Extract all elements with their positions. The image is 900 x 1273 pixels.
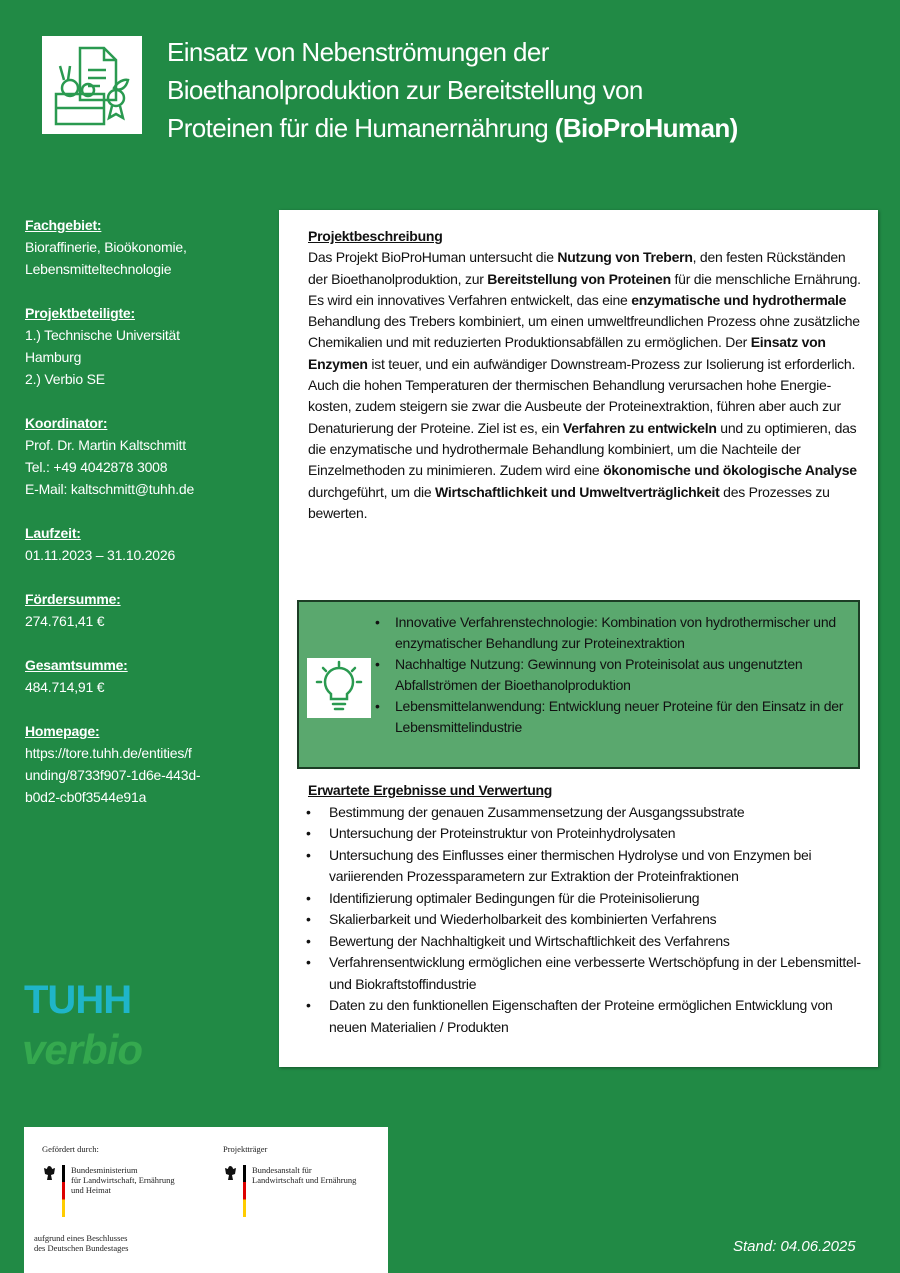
fact-line: https://tore.tuhh.de/entities/f xyxy=(25,745,192,761)
fact-section xyxy=(25,654,265,698)
emphasis: enzymatische und hydrothermale xyxy=(631,291,847,308)
fact-line: 2.) Verbio SE xyxy=(25,371,105,387)
text-segment: des Prozesses zu bewerten. xyxy=(308,483,830,521)
fact-line: 01.11.2023 – 31.10.2026 xyxy=(25,547,176,563)
result-item: • Daten zu den funktionellen Eigenschaften der Proteine ermöglichen Entwicklung von neuen Materialien / Produkten xyxy=(306,995,873,1038)
expected-results xyxy=(308,780,873,1038)
fact-line: Tel.: +49 4042878 3008 xyxy=(25,459,168,475)
emphasis: ökonomische und ökologische Analyse xyxy=(603,462,857,479)
fact-line: 274.761,41 € xyxy=(25,613,105,629)
emphasis: Wirtschaftlichkeit und Umweltverträglichkeit xyxy=(435,483,720,500)
text-segment: durchgeführt, um die xyxy=(308,483,436,500)
emphasis: Einsatz von Enzymen xyxy=(308,334,826,372)
fact-line: Hamburg xyxy=(25,349,82,365)
fact-line: b0d2-cb0f3544e91a xyxy=(25,789,147,805)
bundestag-note xyxy=(34,1233,128,1253)
project-agency-label: Projektträger xyxy=(223,1144,268,1154)
fact-line: 1.) Technische Universität xyxy=(25,327,180,343)
fact-line: unding/8733f907-1d6e-443d- xyxy=(25,767,201,783)
results-heading: Erwartete Ergebnisse und Verwertung xyxy=(308,782,553,798)
highlight-item: • Innovative Verfahrenstechnologie: Kombination von hydrothermischer und enzymatischer Behandlung zur Proteinextraktion xyxy=(375,612,859,654)
result-item: • Bewertung der Nachhaltigkeit und Wirtschaftlichkeit des Verfahrens xyxy=(306,931,873,953)
text-segment: , den festen Rückständen der Bioethanolproduktion, zur xyxy=(308,249,846,287)
text-segment: und zu optimieren, das die enzymatische und hydrothermale Behandlung kombiniert, um die Nachteile der Einzelmethoden zu minimieren. Zudem wird eine xyxy=(308,419,857,479)
org-line: und Heimat xyxy=(71,1185,111,1195)
result-item: • Untersuchung des Einflusses einer thermischen Hydrolyse und von Enzymen bei variierenden Prozessparametern zur Extraktion der Proteinfraktionen xyxy=(306,845,873,888)
fact-section xyxy=(25,588,265,632)
eagle-icon xyxy=(42,1165,56,1181)
title-line: Proteinen für die Humanernährung xyxy=(167,113,555,143)
result-item: • Skalierbarkeit und Wiederholbarkeit des kombinierten Verfahrens xyxy=(306,909,873,931)
project-description xyxy=(308,226,868,524)
fact-section xyxy=(25,214,265,280)
fact-section xyxy=(25,720,265,808)
result-item: • Bestimmung der genauen Zusammensetzung der Ausgangssubstrate xyxy=(306,802,873,824)
project-facts xyxy=(25,214,265,830)
fact-heading: Koordinator: xyxy=(25,415,108,431)
project-icon xyxy=(42,36,142,134)
lightbulb-icon xyxy=(307,658,371,718)
note-line: des Deutschen Bundestages xyxy=(34,1243,129,1253)
fact-line: Prof. Dr. Martin Kaltschmitt xyxy=(25,437,186,453)
bmleh-logo xyxy=(42,1165,175,1217)
org-line: Bundesanstalt für xyxy=(252,1165,312,1175)
fact-heading: Laufzeit: xyxy=(25,525,81,541)
result-item: • Identifizierung optimaler Bedingungen für die Proteinisolierung xyxy=(306,888,873,910)
org-line: Bundesministerium xyxy=(71,1165,138,1175)
page-title xyxy=(167,33,887,147)
fact-section xyxy=(25,302,265,390)
title-acronym: (BioProHuman) xyxy=(554,113,738,143)
eagle-icon xyxy=(223,1165,237,1181)
emphasis: Bereitstellung von Proteinen xyxy=(487,270,671,287)
fact-heading: Projektbeteiligte: xyxy=(25,305,135,321)
description-text xyxy=(308,247,868,524)
title-line: Einsatz von Nebenströmungen der xyxy=(167,37,549,67)
text-segment: ist teuer, und ein aufwändiger Downstream-Prozess zur Isolierung ist erforderlich. Auch die hohen Temperaturen der thermischen Behandlung verursachen hohe Energie-kosten, zudem steigern sie zwar die Ausbeute der Proteinextraktion, führen aber auch zur Denaturierung der Proteine. Ziel ist es, ein xyxy=(308,355,856,436)
emphasis: Nutzung von Trebern xyxy=(557,249,693,266)
funded-by-label: Gefördert durch: xyxy=(42,1144,99,1154)
fact-section xyxy=(25,522,265,566)
fact-section xyxy=(25,412,265,500)
fact-heading: Fachgebiet: xyxy=(25,217,102,233)
text-segment: Das Projekt BioProHuman untersucht die xyxy=(308,249,558,266)
fact-heading: Gesamtsumme: xyxy=(25,657,128,673)
emphasis: Verfahren zu entwickeln xyxy=(562,419,717,436)
result-item: • Verfahrensentwicklung ermöglichen eine verbesserte Wertschöpfung in der Lebensmittel- und Biokraftstoffindustrie xyxy=(306,952,873,995)
fact-heading: Homepage: xyxy=(25,723,100,739)
verbio-logo: verbio xyxy=(22,1026,143,1073)
tuhh-logo: TUHH xyxy=(24,978,132,1022)
flag-bar xyxy=(243,1165,246,1217)
fact-line: E-Mail: kaltschmitt@tuhh.de xyxy=(25,481,195,497)
status-date: Stand: 04.06.2025 xyxy=(733,1238,856,1255)
title-line: Bioethanolproduktion zur Bereitstellung von xyxy=(167,75,643,105)
fact-line: Lebensmitteltechnologie xyxy=(25,261,172,277)
text-segment: Behandlung des Trebers kombiniert, um einen umweltfreundlichen Prozess ohne zusätzliche Chemikalien und mit reduzierten Produktionsabfällen zu ermöglichen. Der xyxy=(308,313,860,351)
fact-heading: Fördersumme: xyxy=(25,591,121,607)
fact-line: Bioraffinerie, Bioökonomie, xyxy=(25,239,187,255)
fact-line: 484.714,91 € xyxy=(25,679,105,695)
org-line: für Landwirtschaft, Ernährung xyxy=(71,1175,175,1185)
content-panel xyxy=(279,210,878,1067)
description-heading: Projektbeschreibung xyxy=(308,228,443,244)
ble-logo xyxy=(223,1165,356,1217)
highlight-item: • Nachhaltige Nutzung: Gewinnung von Proteinisolat aus ungenutzten Abfallströmen der Bioethanolproduktion xyxy=(375,654,859,696)
highlights-box xyxy=(297,600,860,769)
org-line: Landwirtschaft und Ernährung xyxy=(252,1175,357,1185)
flag-bar xyxy=(62,1165,65,1217)
funding-logos xyxy=(24,1127,388,1273)
text-segment: für die menschliche Ernährung. Es wird ein innovatives Verfahren entwickelt, das eine xyxy=(308,270,861,308)
result-item: • Untersuchung der Proteinstruktur von Proteinhydrolysaten xyxy=(306,823,873,845)
highlight-item: • Lebensmittelanwendung: Entwicklung neuer Proteine für den Einsatz in der Lebensmittelindustrie xyxy=(375,696,859,738)
note-line: aufgrund eines Beschlusses xyxy=(34,1233,128,1243)
